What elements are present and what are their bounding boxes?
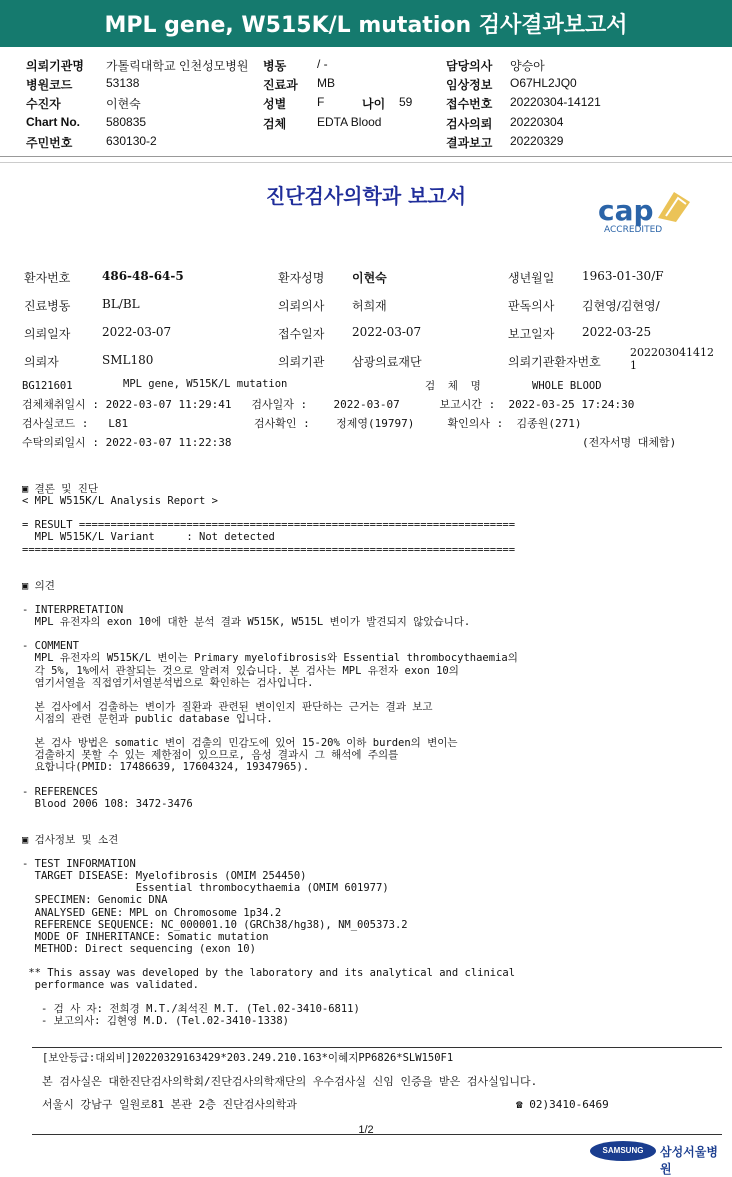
patient-field-value: BL/BL	[102, 297, 140, 311]
report-line: MODE OF INHERITANCE: Somatic mutation	[22, 930, 269, 943]
hospital-name: 삼성서울병원	[660, 1145, 718, 1176]
cap-logo	[596, 188, 696, 236]
patient-field-label: 접수일자	[278, 327, 325, 341]
header-label: Chart No.	[26, 115, 80, 129]
report-line: SPECIMEN: Genomic DNA	[22, 894, 168, 907]
header-value: 20220304	[510, 115, 564, 129]
patient-field-label: 판독의사	[508, 299, 555, 313]
report-line: ANALYSED GENE: MPL on Chromosome 1p34.2	[22, 906, 282, 919]
patient-field-value: 이현숙	[352, 271, 387, 285]
header-value: F	[317, 95, 325, 109]
header-label: 병동	[263, 59, 287, 73]
report-line: MPL 유전자의 exon 10에 대한 분석 결과 W515K, W515L 변이가 발견되지 않았습니다.	[22, 616, 471, 629]
patient-field-label: 진료병동	[24, 299, 71, 313]
phone-line: ☎ 02)3410-6469	[516, 1098, 609, 1111]
certification-line: 본 검사실은 대한진단검사의학회/진단검사의학재단의 우수검사실 신임 인증을 받은 검사실입니다.	[42, 1075, 538, 1088]
header-value: 양승아	[510, 59, 545, 73]
header-value: 20220304-14121	[510, 95, 601, 109]
patient-field-value: 2022-03-07	[102, 325, 172, 339]
report-line: ▣ 결론 및 진단	[22, 483, 99, 495]
test-name: MPL gene, W515K/L mutation	[123, 378, 288, 390]
report-line: 본 검사 방법은 somatic 변이 검출의 민감도에 있어 15-20% 이하 burden의 변이는	[22, 737, 458, 750]
report-line: < MPL W515K/L Analysis Report >	[22, 495, 218, 508]
report-line: 시점의 관련 문헌과 public database 입니다.	[22, 712, 273, 725]
report-line: - INTERPRETATION	[22, 604, 124, 616]
report-line: ▣ 검사정보 및 소견	[22, 833, 119, 846]
esign-note: (전자서명 대체함)	[582, 436, 677, 449]
lab-report-title: 진단검사의학과 보고서	[265, 184, 467, 208]
header-value: 580835	[106, 115, 147, 129]
header-value: 가톨릭대학교 인천성모병원	[106, 59, 249, 73]
age-label: 나이	[362, 97, 386, 111]
header-label: 담당의사	[446, 59, 493, 73]
report-line: Essential thrombocythaemia (OMIM 601977)	[22, 882, 389, 895]
header-value: 630130-2	[106, 134, 157, 148]
report-title-bar	[0, 0, 732, 47]
test-line-lab: 검사실코드 : L81 검사확인 : 정제영(19797) 확인의사 : 김종원(271)	[22, 417, 582, 430]
report-line: TARGET DISEASE: Myelofibrosis (OMIM 254450)	[22, 870, 307, 883]
patient-field-value: SML180	[102, 353, 154, 367]
patient-field-label: 의뢰자	[24, 355, 59, 369]
report-line: MPL 유전자의 W515K/L 변이는 Primary myelofibrosis와 Essential thrombocythaemia의	[22, 652, 518, 665]
report-line: - 검 사 자: 전희경 M.T./최석진 M.T. (Tel.02-3410-6811)	[22, 1003, 360, 1016]
patient-field-label: 의뢰기관	[278, 355, 325, 369]
patient-field-value: 김현영/김현영/	[582, 299, 660, 313]
header-value: EDTA Blood	[317, 115, 382, 129]
patient-field-label: 의뢰의사	[278, 299, 325, 313]
report-line: 본 검사에서 검출하는 변이가 질환과 관련된 변이인지 판단하는 근거는 결과 보고	[22, 700, 433, 713]
header-value: MB	[317, 76, 335, 90]
test-line-collect: 검체채취일시 : 2022-03-07 11:29:41 검사일자 : 2022-03-07 보고시간 : 2022-03-25 17:24:30	[22, 398, 635, 411]
patient-field-value: 1963-01-30/F	[582, 269, 664, 283]
cap-sub: ACCREDITED	[604, 225, 663, 235]
address-line: 서울시 강남구 일원로81 본관 2층 진단검사의학과	[42, 1098, 297, 1111]
patient-field-label: 의뢰일자	[24, 327, 71, 341]
report-line: - REFERENCES	[22, 785, 98, 798]
report-line: - COMMENT	[22, 640, 79, 653]
samsung-badge-icon: SAMSUNG	[590, 1141, 656, 1161]
patient-number-continued: 1	[630, 359, 637, 372]
report-line: - TEST INFORMATION	[22, 858, 136, 871]
report-line: ==============================================================================	[22, 543, 516, 556]
report-line: Blood 2006 108: 3472-3476	[22, 797, 193, 810]
report-line: = RESULT =====================================================================	[22, 519, 516, 532]
specimen-value: WHOLE BLOOD	[532, 380, 602, 392]
header-divider	[0, 156, 732, 157]
report-line: METHOD: Direct sequencing (exon 10)	[22, 942, 256, 955]
patient-field-label: 환자번호	[24, 271, 71, 285]
test-code: BG121601	[22, 380, 73, 392]
patient-field-label: 환자성명	[278, 271, 325, 285]
header-label: 접수번호	[446, 97, 493, 111]
patient-field-value: 2022-03-07	[352, 325, 422, 339]
header-label: 결과보고	[446, 136, 493, 150]
page-number: 1/2	[358, 1124, 374, 1136]
report-line: 검출하지 못할 수 있는 제한점이 있으므로, 음성 결과시 그 해석에 주의를	[22, 749, 399, 762]
specimen-label: 검 체 명	[425, 380, 481, 392]
report-line: MPL W515K/L Variant : Not detected	[22, 531, 275, 544]
patient-field-value: 486-48-64-5	[102, 269, 184, 283]
security-line: [보안등급:대외비]20220329163429*203.249.210.163*이혜지PP6826*SLW150F1	[42, 1052, 454, 1064]
header-value: 20220329	[510, 134, 564, 148]
report-line: 요합니다(PMID: 17486639, 17604324, 19347965).	[22, 761, 310, 774]
patient-field-value: 2022-03-25	[582, 325, 652, 339]
header-label: 의뢰기관명	[26, 59, 84, 73]
patient-field-label: 보고일자	[508, 327, 555, 341]
report-line: - 보고의사: 김현영 M.D. (Tel.02-3410-1338)	[22, 1015, 289, 1028]
cap-word: cap	[598, 194, 654, 227]
footer-box	[32, 1047, 722, 1135]
header-label: 주민번호	[26, 136, 73, 150]
report-title: MPL gene, W515K/L mutation 검사결과보고서	[104, 13, 628, 38]
header-value: 이현숙	[106, 97, 141, 111]
header-label: 검사의뢰	[446, 117, 493, 131]
test-line-request: 수탁의뢰일시 : 2022-03-07 11:22:38	[22, 436, 232, 449]
header-label: 검체	[263, 117, 287, 131]
age-value: 59	[399, 95, 413, 109]
report-line: 각 5%, 1%에서 관찰되는 것으로 알려져 있습니다. 본 검사는 MPL 유전자 exon 10의	[22, 664, 459, 677]
report-line: ▣ 의견	[22, 579, 55, 592]
report-line: performance was validated.	[22, 979, 200, 992]
header-value: / -	[317, 57, 328, 71]
header-label: 수진자	[26, 97, 61, 111]
samsung-hospital-logo	[590, 1138, 725, 1176]
header-divider-2	[0, 162, 732, 163]
patient-field-label: 생년월일	[508, 271, 555, 285]
header-label: 병원코드	[26, 78, 73, 92]
patient-field-value: 허희재	[352, 299, 387, 313]
patient-field-label: 의뢰기관환자번호	[508, 355, 601, 369]
header-label: 임상정보	[446, 78, 493, 92]
header-value: O67HL2JQ0	[510, 76, 577, 90]
patient-field-value: 202203041412	[630, 346, 714, 359]
report-line: 염기서열을 직접염기서열분석법으로 확인하는 검사입니다.	[22, 676, 314, 689]
patient-field-value: 삼광의료재단	[352, 355, 422, 369]
report-line: ** This assay was developed by the laboratory and its analytical and clinical	[22, 967, 516, 979]
cap-accredited-icon	[596, 188, 696, 236]
header-label: 진료과	[263, 78, 298, 92]
report-line: REFERENCE SEQUENCE: NC_000001.10 (GRCh38/hg38), NM_005373.2	[22, 918, 408, 931]
header-label: 성별	[263, 97, 287, 111]
header-value: 53138	[106, 76, 140, 90]
